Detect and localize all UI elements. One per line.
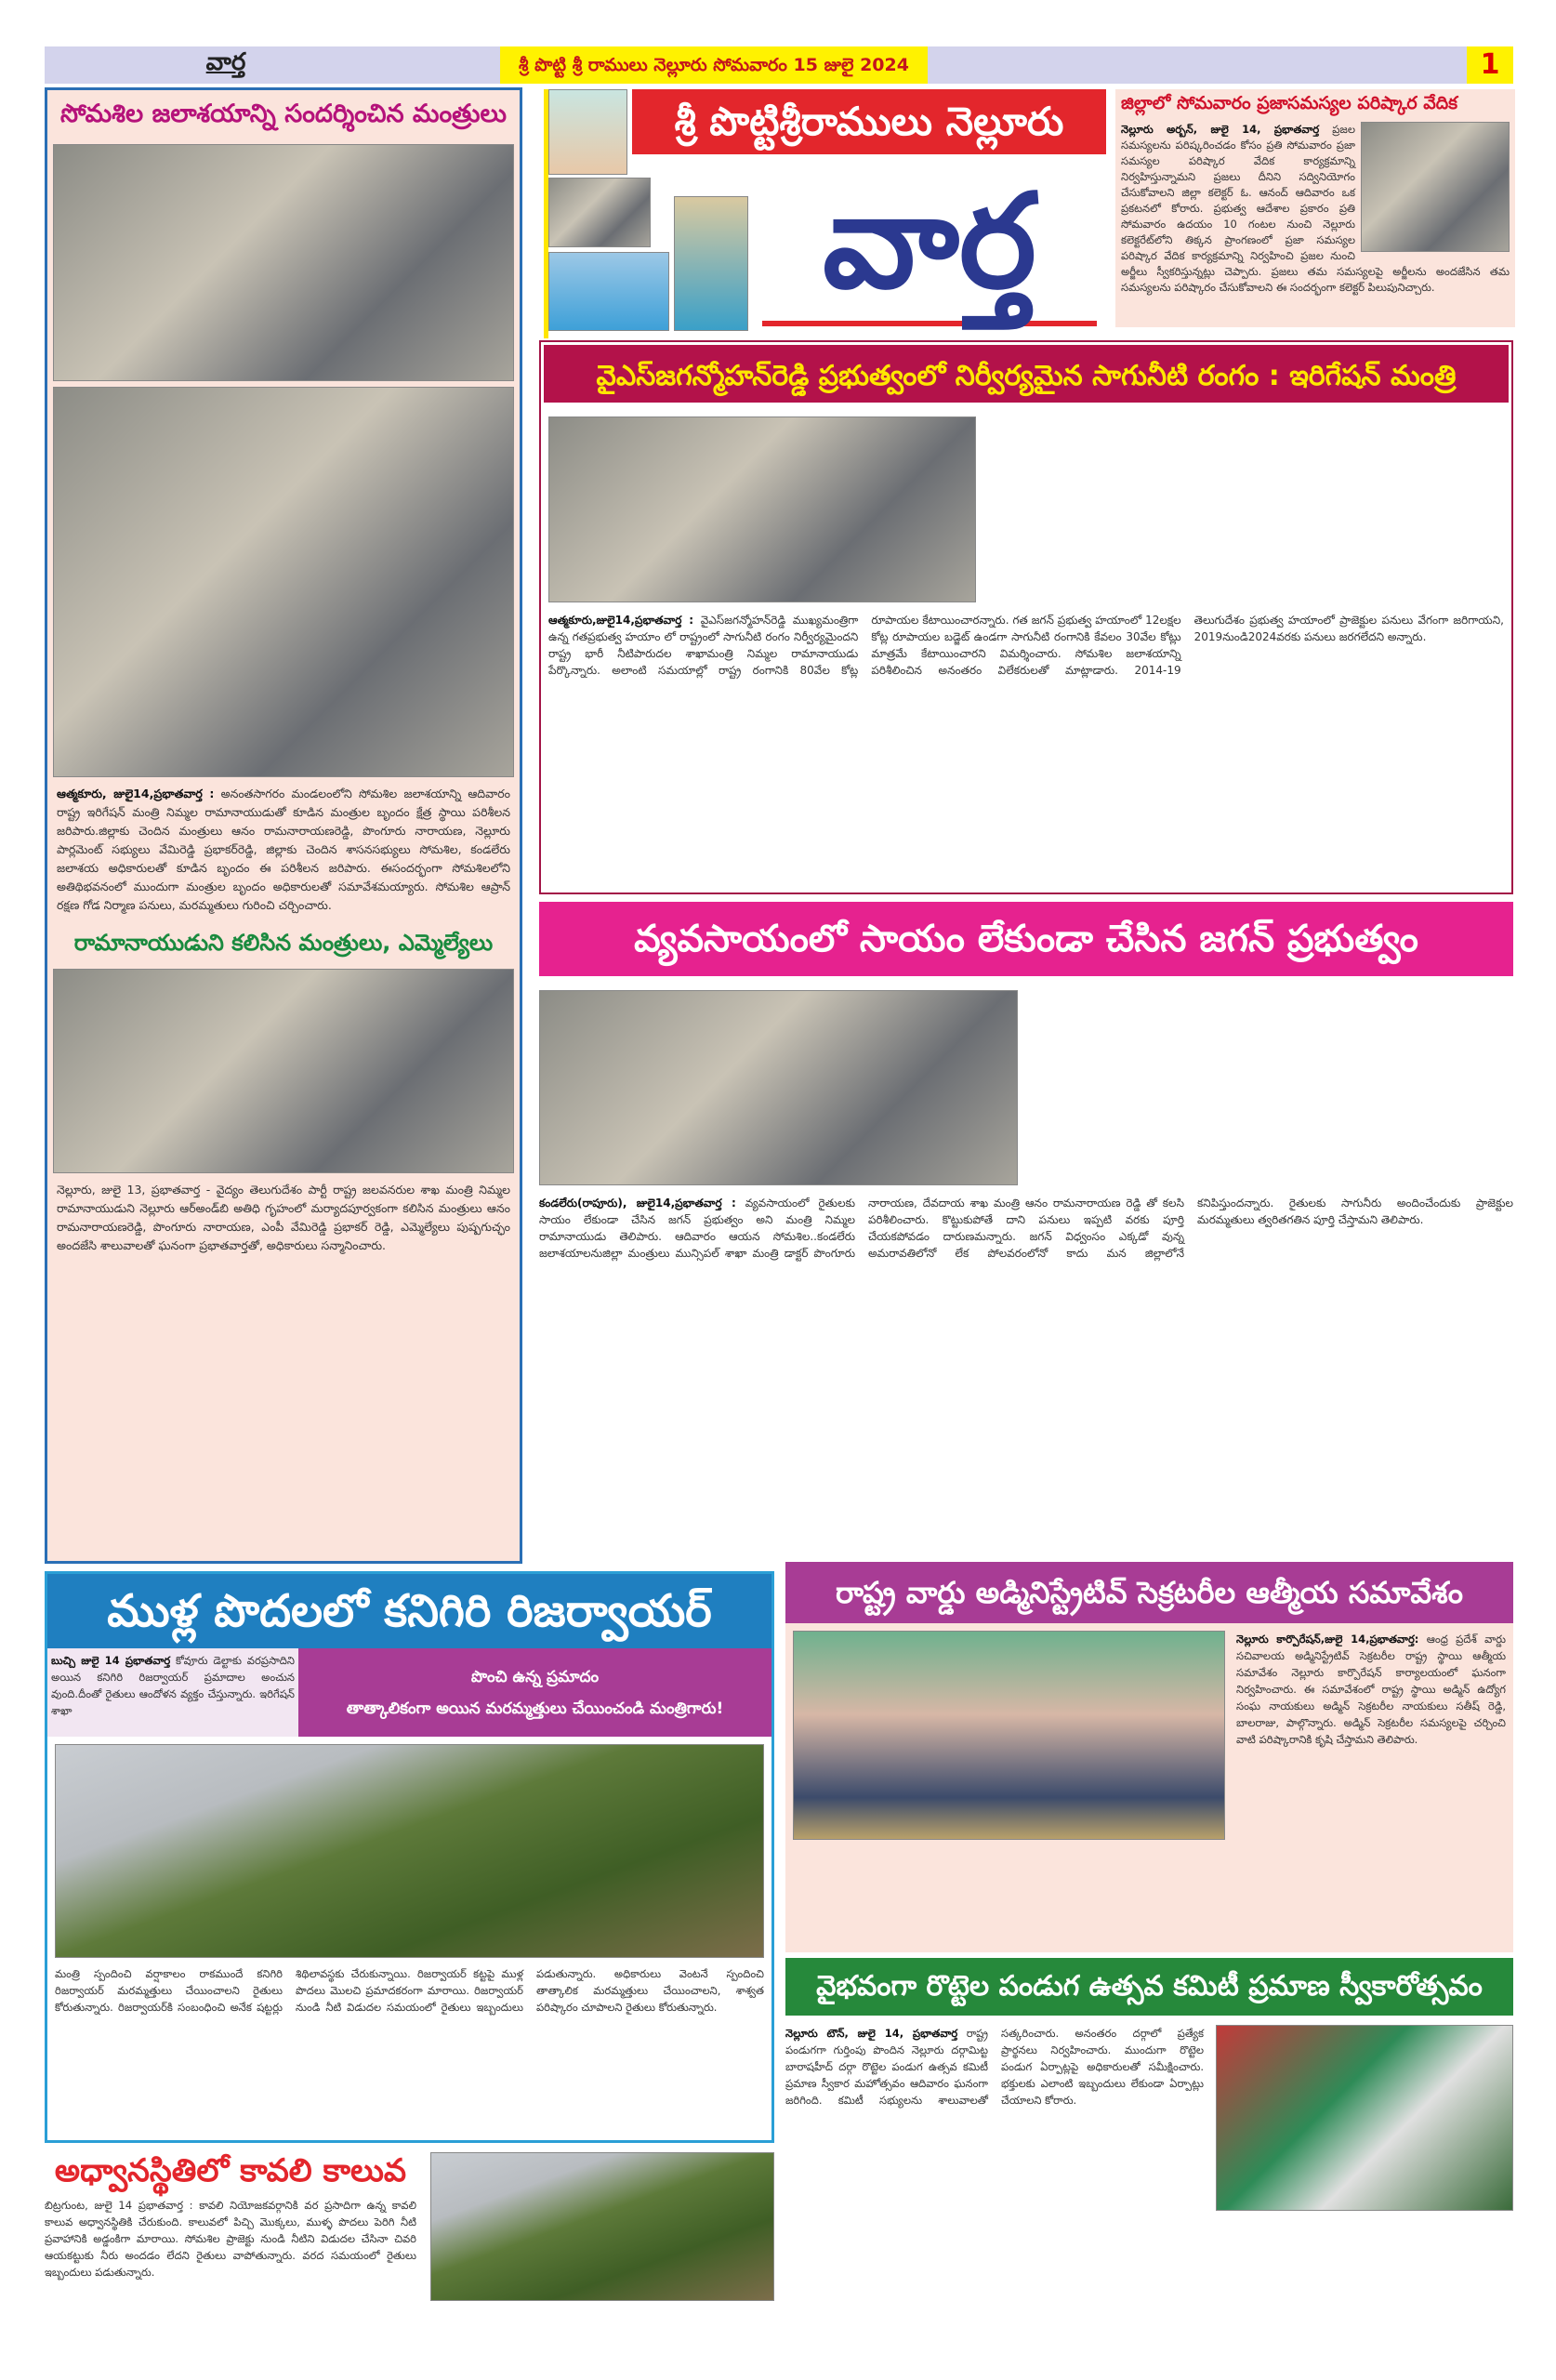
rottela-story: [785, 1958, 1513, 2367]
port-image: [548, 252, 669, 331]
press-meet-photo: [548, 416, 976, 602]
ministers-at-dam-photo: [53, 144, 514, 381]
masthead: [544, 89, 1106, 338]
agriculture-story: [539, 902, 1513, 1553]
bridge-image: [548, 178, 651, 247]
kavali-headline: అధ్వానస్థితిలో కావలి కాలువ: [54, 2152, 407, 2189]
somasila-headline: సోమశిల జలాశయాన్ని సందర్శించిన మంత్రులు: [59, 99, 508, 128]
dateline: నెల్లూరు కార్పొరేషన్,జులై 14,ప్రభాతవార్త:: [1236, 1633, 1419, 1646]
dateline: కండలేరు(రాపూరు), జులై14,ప్రభాతవార్త :: [539, 1197, 736, 1210]
body-text: మంత్రి స్పందించి వర్షాకాలం రాకముందే కనిగిరి రిజర్వాయర్ మరమ్మత్తులు చేయించాలని రైతులు కోరుతున్నారు. రిజర్వాయర్‌కి సంబంధించి అనేక షట్టర్లు శిథిలావస్థకు చేరుకున్నాయి. రిజర్వాయర్ కట్టపై ముళ్ల పొదలు మొలచి ప్రమాదకరంగా మారాయి. రిజర్వాయర్ నుండి నీటి విడుదల సమయంలో రైతులు ఇబ్బందులు పడుతున్నారు. అధికారులు వెంటనే స్పందించి తాత్కాలిక మరమ్మత్తులు చేయించాలని, శాశ్వత పరిష్కారం చూపాలని రైతులు కోరుతున్నారు.: [55, 1967, 764, 2014]
body-text: వైఎస్‌జగన్మోహన్‌రెడ్డి ముఖ్యమంత్రిగా ఉన్న గతప్రభుత్వ హయాం లో రాష్ట్రంలో సాగునీటి రంగం నిర్వీర్యమైందని రాష్ట్ర భారీ నీటిపారుదల శాఖామంత్రి నిమ్మల రామానాయుడు పేర్కొన్నారు. అలాంటి సమయాల్లో రాష్ట్ర రంగానికి 80వేల కోట్ల రూపాయల కేటాయించారన్నారు. గత జగన్ ప్రభుత్వ హయాంలో 12లక్షల కోట్ల రూపాయల బడ్జెట్ ఉండగా సాగునీటి రంగానికి కేవలం 30వేల కోట్లు మాత్రమే కేటాయించారని విమర్శించారు. సోమశిల జలాశయాన్ని పరిశీలించిన అనంతరం విలేకరులతో మాట్లాడారు. 2014-19 తెలుగుదేశం ప్రభుత్వ హయాంలో ప్రాజెక్టుల పనులు వేగంగా జరిగాయని, 2019నుండి2024వరకు పనులు జరగలేదని అన్నారు.: [548, 614, 1504, 677]
dateline: నెల్లూరు, జులై 13, ప్రభాతవార్త -: [57, 1183, 211, 1197]
ward-body: [1236, 1631, 1506, 1748]
collector-story: [1115, 89, 1515, 327]
ward-secretaries-story: [785, 1562, 1513, 1952]
banner-line: పొంచి ఉన్న ప్రమాదం: [470, 1668, 600, 1686]
rottela-headline: వైభవంగా రొట్టెల పండుగ ఉత్సవ కమిటీ ప్రమాణ స్వీకారోత్సవం: [785, 1958, 1513, 2016]
body-text: వ్యవసాయంలో రైతులకు సాయం లేకుండా చేసిన జగన్ ప్రభుత్వం అని మంత్రి నిమ్మల రామానాయుడు తెలిపారు. ఆదివారం ఆయన సోమశిల..కండలేరు జలాశయాలనుజిల్లా మంత్రులు మున్సిపల్ శాఖా మంత్రి డాక్టర్ పొంగూరు నారాయణ, దేవదాయ శాఖ మంత్రి ఆనం రామనారాయణ రెడ్డి తో కలసి పరిశీలించారు. కొట్టుకుపోతే దాని పనులు ఇప్పటి వరకు పూర్తి చేయకపోవడం దారుణమన్నారు. జగన్ విధ్వంసం ఎక్కడో వున్న అమరావతిలోనో లేక పోలవరంలోనో కాదు మన జిల్లాలోనే కనిపిస్తుందన్నారు. రైతులకు సాగునీరు అందించేందుకు ప్రాజెక్టుల మరమ్మతులు త్వరితగతిన పూర్తి చేస్తామని తెలిపారు.: [539, 1197, 1513, 1260]
page-number: 1: [1467, 46, 1513, 84]
irrigation-body: [548, 612, 1504, 679]
dateline: బిట్రగుంట, జులై 14 ప్రభాతవార్త :: [45, 2199, 193, 2212]
dateline: బుచ్చి జులై 14 ప్రభాతవార్త: [51, 1654, 171, 1667]
ministers-meeting-photo: [539, 990, 1018, 1185]
dateline: ఆత్మకూరు, జులై14,ప్రభాతవార్త :: [57, 787, 215, 800]
rottela-body: [785, 2025, 1204, 2109]
kanigiri-body: [47, 1965, 771, 2016]
reservoir-photo: [55, 1744, 764, 1958]
kanigiri-intro: [47, 1648, 298, 1737]
body-text: ఆంధ్ర ప్రదేశ్ వార్డు సచివాలయ అడ్మినిస్ట్రేటివ్ సెక్రటరీల రాష్ట్ర స్థాయి ఆత్మీయ సమావేశం నెల్లూరు కార్పొరేషన్ కార్యాలయంలో ఘనంగా నిర్వహించారు. ఈ సమావేశంలో రాష్ట్ర స్థాయి అడ్మిన్ ఉద్యోగ సంఘ నాయకులు అడ్మిన్ సెక్రటరీల నాయకులు సతీష్ రెడ్డి, బాలరాజు, పాల్గొన్నారు. అడ్మిన్ సెక్రటరీల సమస్యలపై చర్చించి వాటి పరిష్కారానికి కృషి చేస్తామని తెలిపారు.: [1236, 1633, 1506, 1746]
dateline: నెల్లూరు అర్బన్, జులై 14, ప్రభాతవార్త: [1121, 123, 1320, 136]
dateline: ఆత్మకూరు,జులై14,ప్రభాతవార్త :: [548, 614, 694, 627]
danger-banner: [298, 1648, 771, 1737]
body-text: ప్రజల సమస్యలను పరిష్కరించడం కోసం ప్రతి సోమవారం ప్రజా సమస్యల పరిష్కార వేదిక కార్యక్రమాన్ని నిర్వహిస్తున్నామని ప్రజలు దీనిని సద్వినియోగం చేసుకోవాలని జిల్లా కలెక్టర్ ఓ. ఆనంద్ ఆదివారం ఒక ప్రకటనలో కోరారు. ప్రభుత్వ ఆదేశాల ప్రకారం ప్రతి సోమవారం ఉదయం 10 గంటల నుంచి నెల్లూరు కలెక్టరేట్‌లోని తిక్కన ప్రాంగణంలో ప్రజా సమస్యల పరిష్కార వేదిక కార్యక్రమాన్ని నిర్వహించి ప్రజల నుంచి అర్జీలు స్వీకరిస్తున్నట్లు చెప్పారు. ప్రజలు తమ సమస్యలపై అర్జీలను అందజేసిన తమ సమస్యలను పరిష్కారం చేసుకోవాలని ఈ సందర్భంగా కలెక్టర్ పిలుపునిచ్చారు.: [1121, 123, 1510, 294]
irrigation-story: [539, 340, 1513, 894]
collector-headline: జిల్లాలో సోమవారం ప్రజాసమస్యల పరిష్కార వేదిక: [1121, 93, 1458, 113]
body-text: కావలి నియోజకవర్గానికి వర ప్రసాదిగా ఉన్న కావలి కాలువ అధ్వానస్థితికి చేరుకుంది. కాలువలో పిచ్చి మొక్కలు, ముళ్ళ పొదలు పెరిగి నీటి ప్రవాహానికి అడ్డంకిగా మారాయి. సోమశిల ప్రాజెక్టు నుండి నీటిని విడుదల చేసినా చివరి ఆయకట్టుకు నీరు అందడం లేదని రైతులు వాపోతున్నారు. వరద సమయంలో రైతులు ఇబ్బందులు పడుతున్నారు.: [45, 2199, 417, 2279]
top-bar: [45, 46, 1513, 84]
portrait-image: [548, 89, 627, 175]
banner-line: తాత్కాలికంగా అయిన మరమ్మత్తులు చేయించండి మంత్రిగారు!: [346, 1699, 724, 1718]
ministers-inspection-photo: [53, 387, 514, 777]
kanigiri-headline: ముళ్ల పొదలలో కనిగిరి రిజర్వాయర్: [47, 1574, 771, 1648]
kanigiri-story: [45, 1571, 774, 2143]
somasila-body: [47, 777, 520, 922]
festival-photo: [1216, 2025, 1513, 2211]
body-text: అనంతసాగరం మండలంలోని సోమశిల జలాశయాన్ని ఆదివారం రాష్ట్ర ఇరిగేషన్ మంత్రి నిమ్మల రామానాయుడుతో కూడిన మంత్రుల బృందం క్షేత్ర స్థాయి పరిశీలన జరిపారు.జిల్లాకు చెందిన మంత్రులు ఆనం రామనారాయణరెడ్డి, పొంగూరు నారాయణ, నెల్లూరు పార్లమెంట్ సభ్యులు వేమిరెడ్డి ప్రభాకర్‌రెడ్డి, జిల్లాకు చెందిన శాసనసభ్యులు సోమశిల, కండలేరు జలాశయ అధికారులతో కూడిన బృందం ఈ పరిశీలన జరిపారు. ఈసందర్భంగా సోమశిలలోని అతిథిభవనంలో ముందుగా మంత్రుల బృందం అధికారులతో సమావేశమయ్యారు. సోమశిల ఆప్రాన్ రక్షణ గోడ నిర్మాణ పనులు, మరమ్మతులు గురించి చర్చించారు.: [57, 787, 510, 912]
dateline: నెల్లూరు టౌన్, జులై 14, ప్రభాతవార్త: [785, 2027, 958, 2040]
body-text: రాష్ట్ర పండుగగా గుర్తింపు పొందిన నెల్లూరు దర్గామిట్ట బారాషహీద్ దర్గా రొట్టెల పండుగ ఉత్సవ కమిటీ ప్రమాణ స్వీకార మహోత్సవం ఆదివారం ఘనంగా జరిగింది. కమిటీ సభ్యులను శాలువాలతో సత్కరించారు. అనంతరం దర్గాలో ప్రత్యేక ప్రార్థనలు నిర్వహించారు. ముందుగా రొట్టెల పండుగ ఏర్పాట్లపై అధికారులతో సమీక్షించారు. భక్తులకు ఎలాంటి ఇబ్బందులు లేకుండా ఏర్పాట్లు చేయాలని కోరారు.: [785, 2027, 1204, 2107]
body-text: కోవూరు డెల్టాకు వరప్రసాదిని అయిన కనిగిరి రిజర్వాయర్ ప్రమాదాల అంచున వుంది.దీంతో రైతులు ఆందోళన వ్యక్తం చేస్తున్నారు. ఇరిగేషన్ శాఖా: [51, 1654, 295, 1717]
somasila-story: [45, 87, 522, 1564]
ward-headline: రాష్ట్ర వార్డు అడ్మినిస్ట్రేటివ్ సెక్రటరీల ఆత్మీయ సమావేశం: [785, 1562, 1513, 1623]
date-line: శ్రీ పొట్టి శ్రీ రాములు నెల్లూరు సోమవారం 15 జులై 2024: [500, 46, 928, 84]
ramanaidu-headline: రామానాయుడుని కలిసిన మంత్రులు, ఎమ్మెల్యేలు: [73, 930, 494, 956]
agriculture-body: [539, 1195, 1513, 1262]
group-photo: [793, 1631, 1225, 1840]
ramanaidu-body: [47, 1173, 520, 1263]
temple-image: [674, 196, 748, 331]
meeting-photo: [53, 969, 514, 1173]
canal-photo: [430, 2152, 774, 2301]
varta-logo: వార్త: [762, 164, 1097, 326]
irrigation-headline: వైఎస్‌జగన్మోహన్‌రెడ్డి ప్రభుత్వంలో నిర్వీర్యమైన సాగునీటి రంగం : ఇరిగేషన్ మంత్రి: [541, 342, 1511, 405]
agriculture-headline: వ్యవసాయంలో సాయం లేకుండా చేసిన జగన్ ప్రభుత్వం: [539, 902, 1513, 976]
collector-photo: [1361, 122, 1510, 252]
kavali-body: [45, 2197, 416, 2281]
small-logo: వార్త: [205, 48, 246, 76]
edition-name: శ్రీ పొట్టిశ్రీరాములు నెల్లూరు: [632, 89, 1106, 154]
body-text: వైద్యం తెలుగుదేశం పార్టీ రాష్ట్ర జలవనరుల శాఖ మంత్రి నిమ్మల రామానాయుడుని నెల్లూరు ఆర్‌అండ్‌బి అతిధి గృహంలో మర్యాదపూర్వకంగా కలిసిన మంత్రులు ఆనం రామనారాయణరెడ్డి, పొంగూరు నారాయణ, ఎంపీ వేమిరెడ్డి ప్రభాకర్ రెడ్డి, ఎమ్మెల్యేలు పుష్పగుచ్ఛం అందజేసి శాలువాలతో ఘనంగా ప్రభాతవార్తతో, అధికారులు సన్మానించారు.: [57, 1183, 510, 1252]
kavali-story: [45, 2152, 774, 2375]
